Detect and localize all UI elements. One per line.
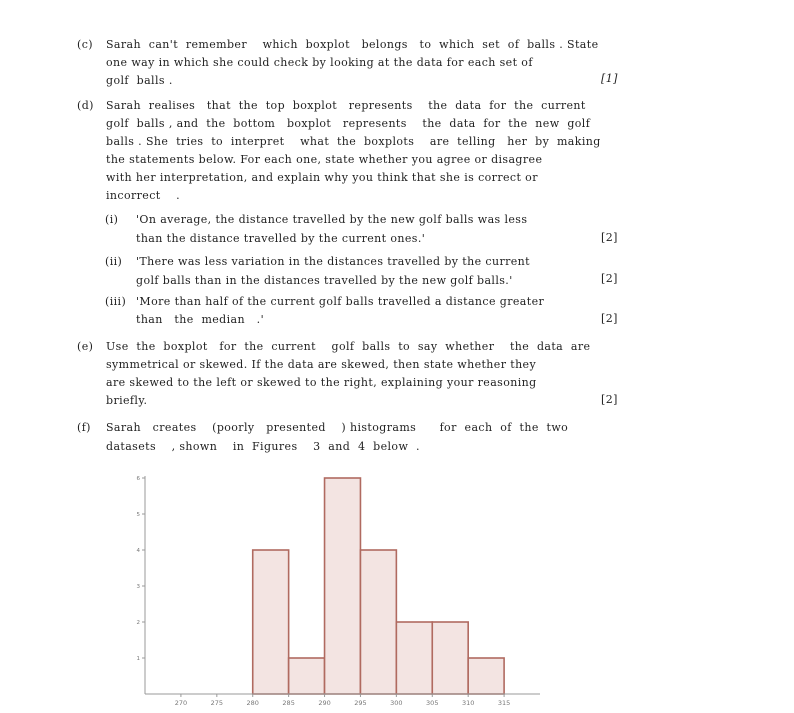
question-c-line-3: golf balls . [106, 74, 173, 87]
histogram-bar-285-290 [289, 658, 325, 694]
question-e-line-3: are skewed to the left or skewed to the right, explaining your reasoning [106, 376, 537, 389]
x-tick-label-315: 315 [497, 699, 511, 707]
question-e-line-1: Use the boxplot for the current golf balls to say whether the data are [106, 340, 591, 353]
question-e-marks: [2] [601, 393, 618, 406]
y-tick-label-6: 6 [136, 476, 140, 482]
question-d [77, 97, 637, 207]
part-ii-line-2: golf balls than in the distances travelled by the new golf balls.' [136, 274, 513, 287]
x-tick-label-310: 310 [461, 699, 475, 707]
question-d-line-3: balls . She tries to interpret what the boxplots are telling her by making [106, 135, 601, 148]
question-f-line-1: Sarah creates (poorly presented ) histograms for each of the two [106, 421, 569, 434]
part-iii-line-1: 'More than half of the current golf balls travelled a distance greater [136, 295, 545, 308]
part-ii-marks: [2] [601, 272, 618, 285]
question-e-line-2: symmetrical or skewed. If the data are skewed, then state whether they [106, 358, 537, 371]
y-tick-label-2: 2 [136, 620, 140, 626]
histogram-bar-305-310 [432, 622, 468, 694]
question-c-line-2: one way in which she could check by looking at the data for each set of [106, 56, 533, 69]
histogram-bar-290-295 [325, 478, 361, 694]
question-e-line-4: briefly. [106, 394, 148, 407]
y-tick-label-3: 3 [136, 584, 140, 590]
x-tick-label-300: 300 [390, 699, 403, 707]
question-d-part-iii [105, 293, 605, 329]
question-d-line-4: the statements below. For each one, state whether you agree or disagree [106, 153, 543, 166]
x-tick-label-305: 305 [426, 699, 439, 707]
question-e-label: (e) [77, 340, 94, 353]
question-f-label: (f) [77, 421, 91, 434]
x-tick-label-290: 290 [318, 699, 331, 707]
part-i-line-1: 'On average, the distance travelled by the new golf balls was less [136, 213, 528, 226]
part-i-label: (i) [105, 213, 119, 226]
x-tick-label-280: 280 [246, 699, 259, 707]
question-d-label: (d) [77, 99, 94, 112]
question-c-line-1: Sarah can't remember which boxplot belongs to which set of balls . State [106, 38, 599, 51]
y-tick-label-1: 1 [136, 656, 140, 662]
histogram-bar-280-285 [253, 550, 289, 694]
question-d-line-5: with her interpretation, and explain why you think that she is correct or [106, 171, 538, 184]
part-iii-marks: [2] [601, 312, 618, 325]
histogram-bar-310-315 [468, 658, 504, 694]
question-c-label: (c) [77, 38, 93, 51]
x-tick-label-285: 285 [282, 699, 295, 707]
part-ii-label: (ii) [105, 255, 123, 268]
question-f [77, 419, 637, 455]
part-iii-label: (iii) [105, 295, 127, 308]
part-i-line-2: than the distance travelled by the current ones.' [136, 232, 426, 245]
histogram-figure [125, 470, 555, 710]
question-c [77, 36, 637, 90]
question-c-marks: [1] [601, 72, 618, 85]
y-tick-label-5: 5 [136, 512, 140, 518]
x-tick-label-270: 270 [174, 699, 188, 707]
part-iii-line-2: than the median .' [136, 313, 264, 326]
question-e [77, 338, 637, 410]
y-tick-label-4: 4 [136, 548, 140, 554]
histogram-bar-300-305 [396, 622, 432, 694]
histogram-bar-295-300 [360, 550, 396, 694]
question-d-line-2: golf balls , and the bottom boxplot represents the data for the new golf [106, 117, 591, 130]
question-f-line-2: datasets , shown in Figures 3 and 4 below . [106, 440, 420, 453]
question-d-part-i [105, 211, 605, 247]
x-tick-label-295: 295 [354, 699, 367, 707]
x-tick-label-275: 275 [210, 699, 224, 707]
question-d-line-1: Sarah realises that the top boxplot represents the data for the current [106, 99, 586, 112]
part-ii-line-1: 'There was less variation in the distances travelled by the current [136, 255, 530, 268]
part-i-marks: [2] [601, 231, 618, 244]
question-d-line-6: incorrect . [106, 189, 181, 202]
question-d-part-ii [105, 253, 605, 289]
